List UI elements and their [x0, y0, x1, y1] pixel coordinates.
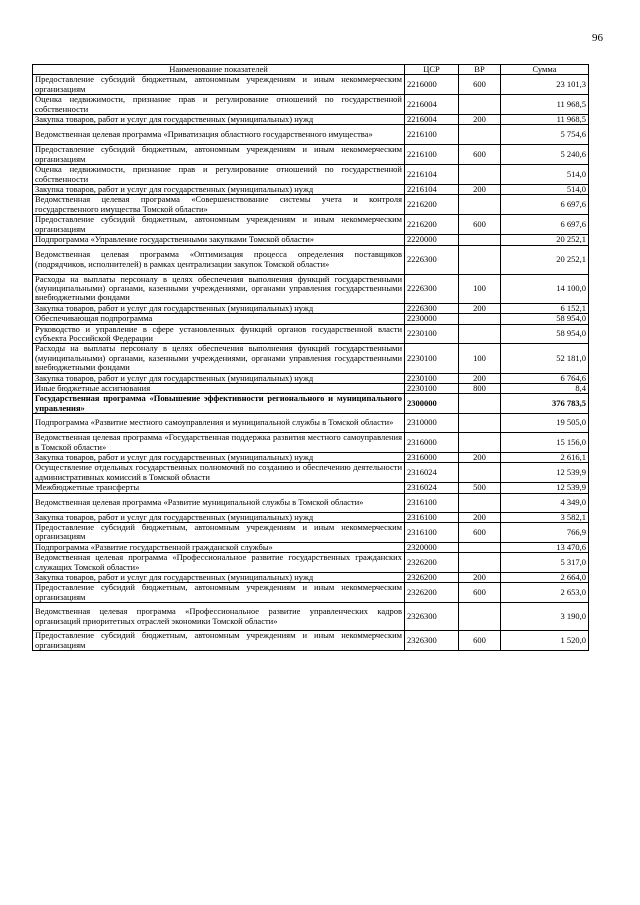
- row-vr: [459, 125, 501, 145]
- table-row: [33, 373, 589, 383]
- header-vr: ВР: [459, 65, 501, 75]
- row-name: Предоставление субсидий бюджетным, автономным учреждениям и иным некоммерческим организациям: [33, 523, 405, 543]
- row-sum: 514,0: [501, 185, 589, 195]
- row-csr: 2230100: [405, 324, 459, 344]
- row-sum: 8,4: [501, 383, 589, 393]
- row-name: Ведомственная целевая программа «Совершенствование системы учета и контроля государственного имущества Томской области»: [33, 195, 405, 215]
- row-sum: 58 954,0: [501, 314, 589, 324]
- table-row: [33, 195, 589, 215]
- row-name: Предоставление субсидий бюджетным, автономным учреждениям и иным некоммерческим организациям: [33, 215, 405, 235]
- row-csr: 2326200: [405, 553, 459, 573]
- row-vr: 100: [459, 344, 501, 373]
- table-row: [33, 453, 589, 463]
- table-row: [33, 235, 589, 245]
- row-name: Предоставление субсидий бюджетным, автономным учреждениям и иным некоммерческим организациям: [33, 145, 405, 165]
- row-sum: 6 764,6: [501, 373, 589, 383]
- table-row: [33, 185, 589, 195]
- row-name: Оценка недвижимости, признание прав и регулирование отношений по государственной собственности: [33, 95, 405, 115]
- table-row: [33, 314, 589, 324]
- row-sum: 12 539,9: [501, 463, 589, 483]
- row-sum: 514,0: [501, 165, 589, 185]
- row-sum: 6 697,6: [501, 215, 589, 235]
- row-sum: 766,9: [501, 523, 589, 543]
- row-csr: 2226300: [405, 303, 459, 313]
- budget-table: [32, 64, 589, 651]
- page-number: 96: [592, 32, 603, 44]
- row-name: Закупка товаров, работ и услуг для государственных (муниципальных) нужд: [33, 573, 405, 583]
- row-name: Предоставление субсидий бюджетным, автономным учреждениям и иным некоммерческим организациям: [33, 583, 405, 603]
- row-vr: [459, 195, 501, 215]
- row-sum: 12 539,9: [501, 483, 589, 493]
- row-vr: [459, 603, 501, 631]
- table-row: [33, 75, 589, 95]
- row-sum: 20 252,1: [501, 245, 589, 274]
- header-sum: Сумма: [501, 65, 589, 75]
- table-row: [33, 463, 589, 483]
- row-vr: [459, 235, 501, 245]
- row-vr: [459, 433, 501, 453]
- row-csr: 2326300: [405, 631, 459, 651]
- row-csr: 2316100: [405, 512, 459, 522]
- row-csr: 2230100: [405, 344, 459, 373]
- row-name: Оценка недвижимости, признание прав и регулирование отношений по государственной собственности: [33, 165, 405, 185]
- table-row: [33, 573, 589, 583]
- row-name: Предоставление субсидий бюджетным, автономным учреждениям и иным некоммерческим организациям: [33, 75, 405, 95]
- row-name: Закупка товаров, работ и услуг для государственных (муниципальных) нужд: [33, 303, 405, 313]
- row-csr: 2216004: [405, 95, 459, 115]
- row-csr: 2300000: [405, 394, 459, 414]
- row-csr: 2216104: [405, 165, 459, 185]
- row-vr: [459, 463, 501, 483]
- row-name: Закупка товаров, работ и услуг для государственных (муниципальных) нужд: [33, 512, 405, 522]
- row-vr: [459, 394, 501, 414]
- table-row: [33, 433, 589, 453]
- row-sum: 2 664,0: [501, 573, 589, 583]
- row-vr: 200: [459, 115, 501, 125]
- row-csr: 2326300: [405, 603, 459, 631]
- table-header-row: [33, 65, 589, 75]
- row-name: Подпрограмма «Развитие местного самоуправления и муниципальной службы в Томской области»: [33, 414, 405, 433]
- row-name: Расходы на выплаты персоналу в целях обеспечения выполнения функций государственными (муниципальными) органами, казенными учреждениями, органами управления государственными внебюджетными фондами: [33, 344, 405, 373]
- row-sum: 5 240,6: [501, 145, 589, 165]
- row-csr: 2216200: [405, 215, 459, 235]
- row-name: Подпрограмма «Развитие государственной гражданской службы»: [33, 542, 405, 552]
- table-row: [33, 215, 589, 235]
- row-vr: 600: [459, 215, 501, 235]
- row-vr: [459, 542, 501, 552]
- row-vr: 200: [459, 512, 501, 522]
- row-name: Предоставление субсидий бюджетным, автономным учреждениям и иным некоммерческим организациям: [33, 631, 405, 651]
- row-csr: 2316024: [405, 483, 459, 493]
- table-row: [33, 95, 589, 115]
- row-csr: 2216004: [405, 115, 459, 125]
- table-row: [33, 115, 589, 125]
- row-vr: 200: [459, 453, 501, 463]
- row-name: Ведомственная целевая программа «Развитие муниципальной службы в Томской области»: [33, 493, 405, 512]
- row-sum: 52 181,0: [501, 344, 589, 373]
- row-sum: 23 101,3: [501, 75, 589, 95]
- row-csr: 2220000: [405, 235, 459, 245]
- row-name: Подпрограмма «Управление государственными закупками Томской области»: [33, 235, 405, 245]
- row-csr: 2326200: [405, 583, 459, 603]
- row-name: Ведомственная целевая программа «Государственная поддержка развития местного самоуправления в Томской области»: [33, 433, 405, 453]
- row-name: Закупка товаров, работ и услуг для государственных (муниципальных) нужд: [33, 115, 405, 125]
- table-row: [33, 165, 589, 185]
- row-vr: 100: [459, 274, 501, 303]
- row-sum: 6 697,6: [501, 195, 589, 215]
- row-vr: 500: [459, 483, 501, 493]
- row-csr: 2230100: [405, 373, 459, 383]
- row-csr: 2230100: [405, 383, 459, 393]
- row-vr: [459, 314, 501, 324]
- table-row: [33, 523, 589, 543]
- row-sum: 58 954,0: [501, 324, 589, 344]
- row-sum: 5 317,0: [501, 553, 589, 573]
- row-csr: 2216104: [405, 185, 459, 195]
- row-vr: 800: [459, 383, 501, 393]
- row-vr: 200: [459, 373, 501, 383]
- row-sum: 19 505,0: [501, 414, 589, 433]
- row-name: Государственная программа «Повышение эффективности регионального и муниципального управления»: [33, 394, 405, 414]
- row-name: Межбюджетные трансферты: [33, 483, 405, 493]
- row-name: Ведомственная целевая программа «Профессиональное развитие управленческих кадров организаций приоритетных отраслей экономики Томской области»: [33, 603, 405, 631]
- row-csr: 2226300: [405, 245, 459, 274]
- row-vr: 200: [459, 185, 501, 195]
- row-sum: 376 783,5: [501, 394, 589, 414]
- table-row: [33, 145, 589, 165]
- row-sum: 5 754,6: [501, 125, 589, 145]
- row-vr: [459, 245, 501, 274]
- row-sum: 1 520,0: [501, 631, 589, 651]
- table-row: [33, 583, 589, 603]
- row-csr: 2310000: [405, 414, 459, 433]
- row-csr: 2316024: [405, 463, 459, 483]
- row-csr: 2216200: [405, 195, 459, 215]
- row-sum: 2 616,1: [501, 453, 589, 463]
- row-vr: [459, 493, 501, 512]
- table-row: [33, 542, 589, 552]
- row-csr: 2316000: [405, 433, 459, 453]
- table-row: [33, 512, 589, 522]
- row-sum: 14 100,0: [501, 274, 589, 303]
- table-row: [33, 493, 589, 512]
- row-sum: 6 152,1: [501, 303, 589, 313]
- row-csr: 2226300: [405, 274, 459, 303]
- row-name: Ведомственная целевая программа «Профессиональное развитие государственных гражданских служащих Томской области»: [33, 553, 405, 573]
- row-sum: 20 252,1: [501, 235, 589, 245]
- header-name: Наименование показателей: [33, 65, 405, 75]
- row-sum: 11 968,5: [501, 95, 589, 115]
- row-name: Закупка товаров, работ и услуг для государственных (муниципальных) нужд: [33, 453, 405, 463]
- table-row: [33, 414, 589, 433]
- row-csr: 2216100: [405, 145, 459, 165]
- table-row: [33, 324, 589, 344]
- row-csr: 2216100: [405, 125, 459, 145]
- row-name: Обеспечивающая подпрограмма: [33, 314, 405, 324]
- row-vr: [459, 324, 501, 344]
- table-row: [33, 125, 589, 145]
- row-name: Ведомственная целевая программа «Приватизация областного государственного имущества»: [33, 125, 405, 145]
- row-vr: 600: [459, 75, 501, 95]
- row-sum: 3 582,1: [501, 512, 589, 522]
- table-row: [33, 483, 589, 493]
- row-vr: 600: [459, 631, 501, 651]
- row-vr: [459, 95, 501, 115]
- row-name: Руководство и управление в сфере установленных функций органов государственной власти субъекта Российской Федерации: [33, 324, 405, 344]
- row-vr: 600: [459, 583, 501, 603]
- table-row: [33, 383, 589, 393]
- row-name: Ведомственная целевая программа «Оптимизация процесса определения поставщиков (подрядчиков, исполнителей) в рамках централизации закупок Томской области»: [33, 245, 405, 274]
- table-row: [33, 344, 589, 373]
- row-name: Осуществление отдельных государственных полномочий по созданию и обеспечению деятельности административных комиссий в Томской области: [33, 463, 405, 483]
- row-sum: 3 190,0: [501, 603, 589, 631]
- row-sum: 15 156,0: [501, 433, 589, 453]
- row-csr: 2316000: [405, 453, 459, 463]
- table-row: [33, 603, 589, 631]
- row-name: Иные бюджетные ассигнования: [33, 383, 405, 393]
- table-row: [33, 553, 589, 573]
- table-row: [33, 245, 589, 274]
- row-vr: 200: [459, 573, 501, 583]
- row-vr: [459, 165, 501, 185]
- row-sum: 11 968,5: [501, 115, 589, 125]
- row-vr: 600: [459, 145, 501, 165]
- table-row: [33, 274, 589, 303]
- row-csr: 2326200: [405, 573, 459, 583]
- row-vr: [459, 553, 501, 573]
- row-vr: 200: [459, 303, 501, 313]
- row-vr: [459, 414, 501, 433]
- table-row: [33, 303, 589, 313]
- row-csr: 2216000: [405, 75, 459, 95]
- row-name: Закупка товаров, работ и услуг для государственных (муниципальных) нужд: [33, 373, 405, 383]
- row-vr: 600: [459, 523, 501, 543]
- header-csr: ЦСР: [405, 65, 459, 75]
- row-sum: 4 349,0: [501, 493, 589, 512]
- table-row: [33, 394, 589, 414]
- row-sum: 2 653,0: [501, 583, 589, 603]
- row-name: Расходы на выплаты персоналу в целях обеспечения выполнения функций государственными (муниципальными) органами, казенными учреждениями, органами управления государственными внебюджетными фондами: [33, 274, 405, 303]
- row-csr: 2230000: [405, 314, 459, 324]
- table-row: [33, 631, 589, 651]
- row-sum: 13 470,6: [501, 542, 589, 552]
- row-csr: 2316100: [405, 493, 459, 512]
- row-name: Закупка товаров, работ и услуг для государственных (муниципальных) нужд: [33, 185, 405, 195]
- row-csr: 2316100: [405, 523, 459, 543]
- row-csr: 2320000: [405, 542, 459, 552]
